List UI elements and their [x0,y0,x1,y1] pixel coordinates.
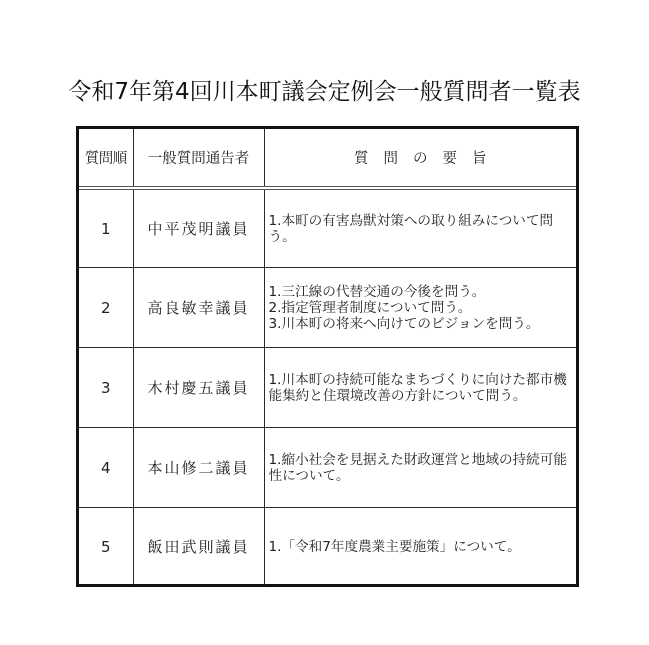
questioner-table-grid [79,129,576,585]
cell-questioner: 中平茂明議員 [133,188,264,268]
question-item: 1.縮小社会を見据えた財政運営と地域の持続可能性について。 [268,451,567,484]
question-item: 1.川本町の持続可能なまちづくりに向けた都市機能集約と住環境改善の方針について問う。 [268,371,567,404]
table-row [79,348,576,428]
question-item: 1.「令和7年度農業主要施策」について。 [268,538,521,555]
cell-questioner: 高良敏幸議員 [133,268,264,348]
cell-order: 3 [79,348,133,428]
question-item: 1.本町の有害鳥獣対策への取り組みについて問う。 [268,212,554,245]
cell-summary [264,188,576,268]
cell-summary [264,508,576,586]
question-item: 1.三江線の代替交通の今後を問う。 [268,283,486,300]
table-row [79,508,576,586]
cell-order: 4 [79,428,133,508]
table-header-row [79,129,576,188]
cell-summary [264,428,576,508]
question-item: 3.川本町の将来へ向けてのビジョンを問う。 [268,315,540,332]
page-title: 令和7年第4回川本町議会定例会一般質問者一覧表 [68,79,581,105]
header-questioner: 一般質問通告者 [133,129,264,188]
cell-questioner: 飯田武則議員 [133,508,264,586]
cell-order: 2 [79,268,133,348]
questioner-table [76,126,579,587]
cell-summary [264,348,576,428]
header-order: 質問順 [79,129,133,188]
question-item: 2.指定管理者制度について問う。 [268,299,472,316]
table-row [79,268,576,348]
cell-order: 5 [79,508,133,586]
cell-order: 1 [79,188,133,268]
table-row [79,188,576,268]
cell-questioner: 木村慶五議員 [133,348,264,428]
header-summary: 質問の要旨 [264,129,576,188]
cell-summary [264,268,576,348]
table-row [79,428,576,508]
cell-questioner: 本山修二議員 [133,428,264,508]
